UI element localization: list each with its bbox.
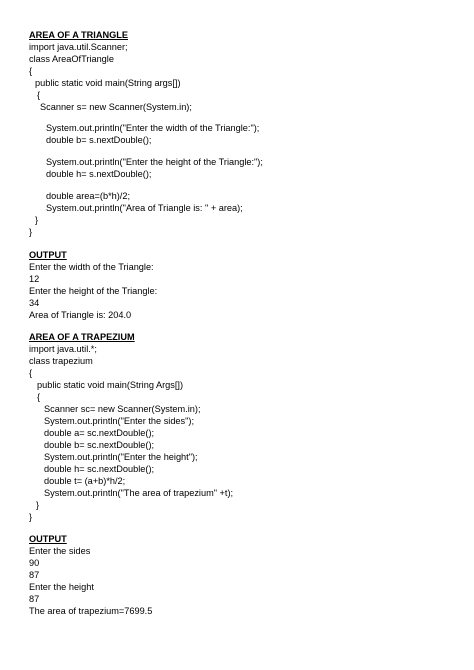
code-line: double b= s.nextDouble(); — [46, 135, 152, 145]
code-line: } — [35, 215, 39, 225]
output-line: 34 — [29, 298, 40, 308]
output-line: The area of trapezium=7699.5 — [29, 606, 153, 616]
code-line: public static void main(String args[]) — [35, 78, 181, 88]
output-line: 87 — [29, 570, 40, 580]
code-line: Scanner sc= new Scanner(System.in); — [44, 404, 201, 414]
code-line: double h= s.nextDouble(); — [46, 169, 152, 179]
code-line: System.out.println("Enter the width of the Triangle:"); — [46, 123, 260, 133]
code-line: } — [36, 500, 40, 510]
output-line: Enter the height of the Triangle: — [29, 286, 158, 296]
code-line: double t= (a+b)*h/2; — [44, 476, 126, 486]
code-line: } — [29, 227, 33, 237]
output-line: Area of Triangle is: 204.0 — [29, 310, 132, 320]
code-line: { — [37, 90, 41, 100]
output-line: 90 — [29, 558, 40, 568]
code-line: class AreaOfTriangle — [29, 54, 114, 64]
code-line: import java.util.*; — [29, 344, 97, 354]
code-line: import java.util.Scanner; — [29, 42, 128, 52]
code-line: double a= sc.nextDouble(); — [44, 428, 155, 438]
code-line: System.out.println("Enter the sides"); — [44, 416, 195, 426]
code-line: { — [29, 368, 33, 378]
code-line: System.out.println("Enter the height"); — [44, 452, 198, 462]
code-line: double b= sc.nextDouble(); — [44, 440, 155, 450]
output-heading: OUTPUT — [29, 250, 67, 260]
output-line: Enter the sides — [29, 546, 91, 556]
code-line: double area=(b*h)/2; — [46, 191, 131, 201]
code-line: public static void main(String Args[]) — [37, 380, 184, 390]
code-line: System.out.println("The area of trapezium" +t); — [44, 488, 234, 498]
code-line: double h= sc.nextDouble(); — [44, 464, 155, 474]
code-line: System.out.println("Enter the height of the Triangle:"); — [46, 157, 263, 167]
output-line: 87 — [29, 594, 40, 604]
section-heading-triangle: AREA OF A TRIANGLE — [29, 30, 129, 40]
code-line: class trapezium — [29, 356, 93, 366]
code-line: System.out.println("Area of Triangle is: " + area); — [46, 203, 243, 213]
code-line: Scanner s= new Scanner(System.in); — [40, 102, 192, 112]
code-line: { — [29, 66, 33, 76]
output-line: Enter the width of the Triangle: — [29, 262, 154, 272]
output-line: 12 — [29, 274, 40, 284]
code-line: } — [29, 512, 33, 522]
section-heading-trapezium: AREA OF A TRAPEZIUM — [29, 332, 135, 342]
code-line: { — [37, 392, 41, 402]
output-heading: OUTPUT — [29, 534, 67, 544]
output-line: Enter the height — [29, 582, 94, 592]
